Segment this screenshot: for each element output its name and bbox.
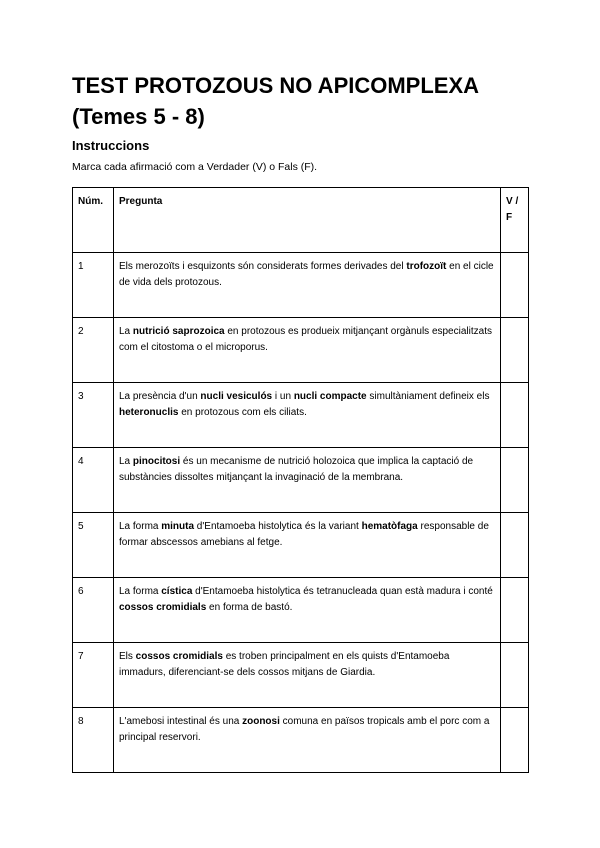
instructions-heading: Instruccions: [72, 138, 150, 153]
question-fragment: La presència d'un: [119, 391, 201, 402]
question-fragment: comuna en països tropicals amb el porc com a principal reservori.: [119, 716, 490, 743]
question-number: 8: [73, 708, 114, 773]
header-vf: V / F: [501, 188, 529, 253]
answer-vf-cell[interactable]: [501, 643, 529, 708]
question-text: [114, 253, 501, 318]
question-keyword: cossos cromidials: [135, 651, 223, 662]
question-keyword: heteronuclis: [119, 407, 179, 418]
question-number: 1: [73, 253, 114, 318]
instructions-text: Marca cada afirmació com a Verdader (V) o Fals (F).: [72, 161, 318, 173]
question-keyword: cística: [161, 586, 193, 597]
question-fragment: i un: [272, 391, 294, 402]
question-fragment: Els merozoïts i esquizonts són considerats formes derivades del: [119, 261, 407, 272]
question-keyword: pinocitosi: [132, 456, 181, 467]
question-text: [114, 448, 501, 513]
question-keyword: hematòfaga: [361, 521, 418, 532]
question-fragment: simultàniament defineix els: [366, 391, 490, 402]
question-fragment: en el cicle de vida dels protozous.: [119, 261, 494, 288]
question-fragment: La: [119, 456, 133, 467]
question-number: 3: [73, 383, 114, 448]
table-header-row: [73, 188, 529, 253]
page-title: TEST PROTOZOUS NO APICOMPLEXA (Temes 5 - 8): [72, 73, 479, 129]
question-number: 4: [73, 448, 114, 513]
question-fragment: responsable de formar abscessos amebians al fetge.: [119, 521, 489, 548]
table-row: [73, 643, 529, 708]
question-text: [114, 383, 501, 448]
question-fragment: és un mecanisme de nutrició holozoica que implica la captació de substàncies dissoltes mitjançant la invaginació de la membrana.: [119, 456, 474, 483]
question-keyword: minuta: [161, 521, 195, 532]
answer-vf-cell[interactable]: [501, 513, 529, 578]
table-row: [73, 448, 529, 513]
question-fragment: d'Entamoeba histolytica és la variant: [194, 521, 362, 532]
question-fragment: en protozous es produeix mitjançant orgànuls especialitzats com el citostoma o el microporus.: [119, 326, 492, 353]
question-fragment: Els: [119, 651, 136, 662]
question-number: 7: [73, 643, 114, 708]
question-number: 6: [73, 578, 114, 643]
question-text: [114, 708, 501, 773]
header-question: Pregunta: [114, 188, 501, 253]
question-text: [114, 643, 501, 708]
table-row: [73, 383, 529, 448]
answer-vf-cell[interactable]: [501, 383, 529, 448]
question-fragment: es troben principalment en els quists d'Entamoeba immadurs, diferenciant-se dels cossos mitjans de Giardia.: [119, 651, 450, 678]
question-fragment: La: [119, 326, 133, 337]
question-keyword: nucli vesiculós: [200, 391, 273, 402]
table-row: [73, 253, 529, 318]
header-num: Núm.: [73, 188, 114, 253]
question-text: [114, 513, 501, 578]
question-fragment: La forma: [119, 586, 162, 597]
question-fragment: d'Entamoeba histolytica és tetranucleada quan està madura i conté: [192, 586, 493, 597]
question-keyword: nutrició saprozoica: [132, 326, 225, 337]
question-fragment: en forma de bastó.: [206, 602, 293, 613]
question-number: 2: [73, 318, 114, 383]
question-number: 5: [73, 513, 114, 578]
answer-vf-cell[interactable]: [501, 578, 529, 643]
question-text: [114, 578, 501, 643]
question-keyword: nucli compacte: [293, 391, 367, 402]
question-fragment: en protozous com els ciliats.: [178, 407, 307, 418]
answer-vf-cell[interactable]: [501, 708, 529, 773]
answer-vf-cell[interactable]: [501, 318, 529, 383]
question-keyword: zoonosi: [242, 716, 280, 727]
question-fragment: L'amebosi intestinal és una: [119, 716, 243, 727]
question-text: [114, 318, 501, 383]
table-row: [73, 708, 529, 773]
question-keyword: cossos cromidials: [119, 602, 207, 613]
question-keyword: trofozoït: [406, 261, 447, 272]
questions-table: [72, 187, 529, 773]
table-row: [73, 578, 529, 643]
answer-vf-cell[interactable]: [501, 253, 529, 318]
answer-vf-cell[interactable]: [501, 448, 529, 513]
table-row: [73, 513, 529, 578]
question-fragment: La forma: [119, 521, 162, 532]
table-row: [73, 318, 529, 383]
